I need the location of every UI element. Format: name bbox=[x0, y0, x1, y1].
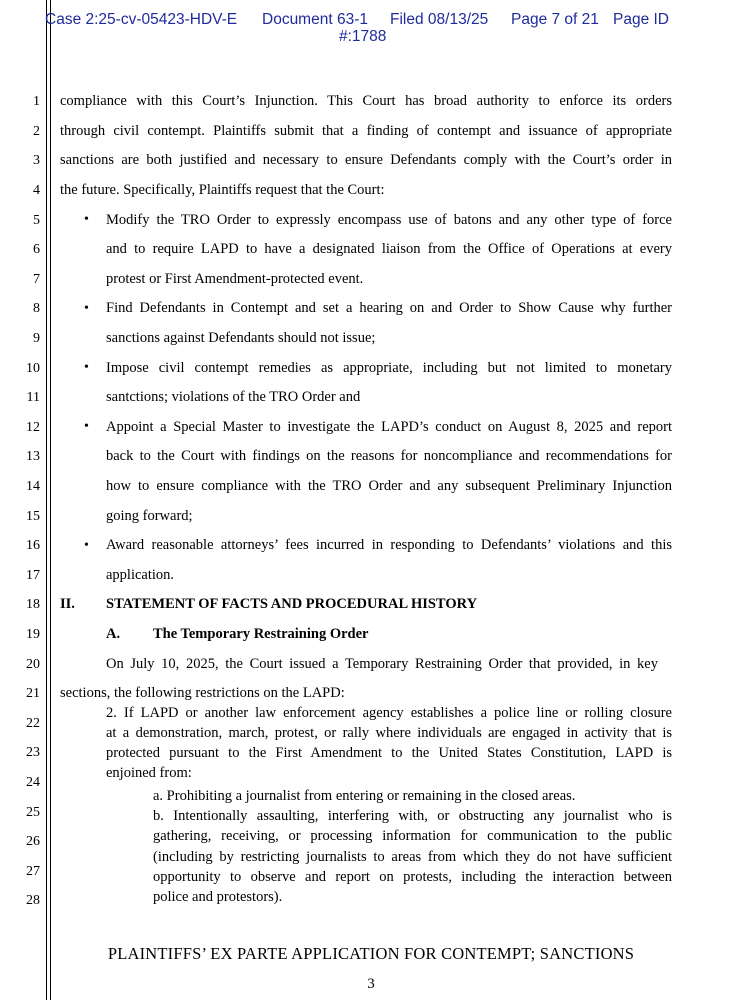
quote-subitem-a: a. Prohibiting a journalist from entering or remaining in the closed areas. bbox=[153, 788, 576, 804]
margin-rule-right bbox=[50, 0, 51, 1000]
quote-subitem-b-line: b. Intentionally assaulting, interfering with, or obstructing any journalist who is bbox=[153, 808, 672, 824]
line-number: 18 bbox=[26, 597, 40, 612]
bullet-mark: • bbox=[84, 212, 89, 227]
bullet-mark: • bbox=[84, 419, 89, 434]
body-text-line: the future. Specifically, Plaintiffs request that the Court: bbox=[60, 182, 385, 198]
line-number: 7 bbox=[33, 272, 40, 287]
bullet-mark: • bbox=[84, 538, 89, 553]
page-of-total: Page 7 of 21 bbox=[511, 11, 599, 28]
document-number: Document 63-1 bbox=[262, 11, 368, 28]
bullet-text-line: and to require LAPD to have a designated liaison from the Office of Operations at every bbox=[106, 241, 672, 257]
body-text-line: sections, the following restrictions on the LAPD: bbox=[60, 685, 345, 701]
line-number: 11 bbox=[26, 390, 40, 405]
section-number: II. bbox=[60, 596, 75, 612]
line-number: 20 bbox=[26, 657, 40, 672]
quote-subitem-b-line: police and protestors). bbox=[153, 889, 283, 905]
line-number: 25 bbox=[26, 805, 40, 820]
body-text-line: sanctions are both justified and necessary to ensure Defendants comply with the Court’s order in bbox=[60, 152, 672, 168]
line-number: 26 bbox=[26, 834, 40, 849]
bullet-text-line: protest or First Amendment-protected event. bbox=[106, 271, 364, 287]
line-number: 23 bbox=[26, 745, 40, 760]
line-number: 2 bbox=[33, 124, 40, 139]
bullet-text-line: going forward; bbox=[106, 508, 193, 524]
subsection-heading: The Temporary Restraining Order bbox=[153, 626, 369, 642]
bullet-text-line: Award reasonable attorneys’ fees incurred in responding to Defendants’ violations and this bbox=[106, 537, 672, 553]
bullet-text-line: Modify the TRO Order to expressly encompass use of batons and any other type of force bbox=[106, 212, 672, 228]
page-number: 3 bbox=[367, 976, 375, 992]
line-number: 22 bbox=[26, 716, 40, 731]
bullet-text-line: back to the Court with findings on the reasons for noncompliance and recommendations for bbox=[106, 448, 672, 464]
page-id: #:1788 bbox=[339, 28, 387, 45]
line-number: 6 bbox=[33, 242, 40, 257]
line-number: 17 bbox=[26, 568, 40, 583]
section-heading: STATEMENT OF FACTS AND PROCEDURAL HISTORY bbox=[106, 596, 478, 612]
quote-subitem-b-line: gathering, receiving, or processing information for communication to the public bbox=[153, 828, 672, 844]
line-number: 27 bbox=[26, 864, 40, 879]
line-number: 21 bbox=[26, 686, 40, 701]
bullet-text-line: Appoint a Special Master to investigate the LAPD’s conduct on August 8, 2025 and report bbox=[106, 419, 672, 435]
margin-rule-left bbox=[46, 0, 47, 1000]
subsection-letter: A. bbox=[106, 626, 121, 642]
line-number: 3 bbox=[33, 153, 40, 168]
bullet-text-line: Impose civil contempt remedies as appropriate, including but not limited to monetary bbox=[106, 360, 672, 376]
quote-text-line: protected pursuant to the First Amendment to the United States Constitution, LAPD is bbox=[106, 745, 672, 761]
body-text-line: compliance with this Court’s Injunction. This Court has broad authority to enforce its orders bbox=[60, 93, 672, 109]
quote-subitem-b-line: opportunity to observe and report on protests, including the interaction between bbox=[153, 869, 672, 885]
line-number: 14 bbox=[26, 479, 40, 494]
body-text-line: through civil contempt. Plaintiffs submit that a finding of contempt and issuance of appropriate bbox=[60, 123, 672, 139]
bullet-text-line: application. bbox=[106, 567, 175, 583]
quote-subitem-b-line: (including by restricting journalists to areas from which they do not have sufficient bbox=[153, 849, 672, 865]
line-number: 9 bbox=[33, 331, 40, 346]
case-number: Case 2:25-cv-05423-HDV-E bbox=[45, 11, 238, 28]
line-number: 5 bbox=[33, 213, 40, 228]
bullet-text-line: sanctions against Defendants should not issue; bbox=[106, 330, 376, 346]
line-number: 12 bbox=[26, 420, 40, 435]
line-number: 24 bbox=[26, 775, 40, 790]
quote-text-line: at a demonstration, march, protest, or rally where individuals are engaged in activity that is bbox=[106, 725, 672, 741]
bullet-text-line: Find Defendants in Contempt and set a hearing on and Order to Show Cause why further bbox=[106, 300, 672, 316]
line-number: 15 bbox=[26, 509, 40, 524]
line-number: 13 bbox=[26, 449, 40, 464]
line-number: 16 bbox=[26, 538, 40, 553]
page-id-label: Page ID bbox=[613, 11, 670, 28]
bullet-text-line: how to ensure compliance with the TRO Order and any subsequent Preliminary Injunction bbox=[106, 478, 672, 494]
line-number: 19 bbox=[26, 627, 40, 642]
quote-text-line: enjoined from: bbox=[106, 765, 192, 781]
filed-date: Filed 08/13/25 bbox=[390, 11, 489, 28]
line-number: 4 bbox=[33, 183, 40, 198]
line-number: 28 bbox=[26, 893, 40, 908]
bullet-mark: • bbox=[84, 360, 89, 375]
line-number: 8 bbox=[33, 301, 40, 316]
bullet-mark: • bbox=[84, 301, 89, 316]
line-number: 10 bbox=[26, 361, 40, 376]
quote-text-line: 2. If LAPD or another law enforcement agency establishes a police line or rolling closure bbox=[106, 705, 672, 721]
footer-title: PLAINTIFFS’ EX PARTE APPLICATION FOR CONTEMPT; SANCTIONS bbox=[107, 944, 635, 963]
body-text-line: On July 10, 2025, the Court issued a Temporary Restraining Order that provided, in key bbox=[106, 656, 658, 672]
bullet-text-line: santctions; violations of the TRO Order and bbox=[106, 389, 361, 405]
line-number: 1 bbox=[33, 94, 40, 109]
